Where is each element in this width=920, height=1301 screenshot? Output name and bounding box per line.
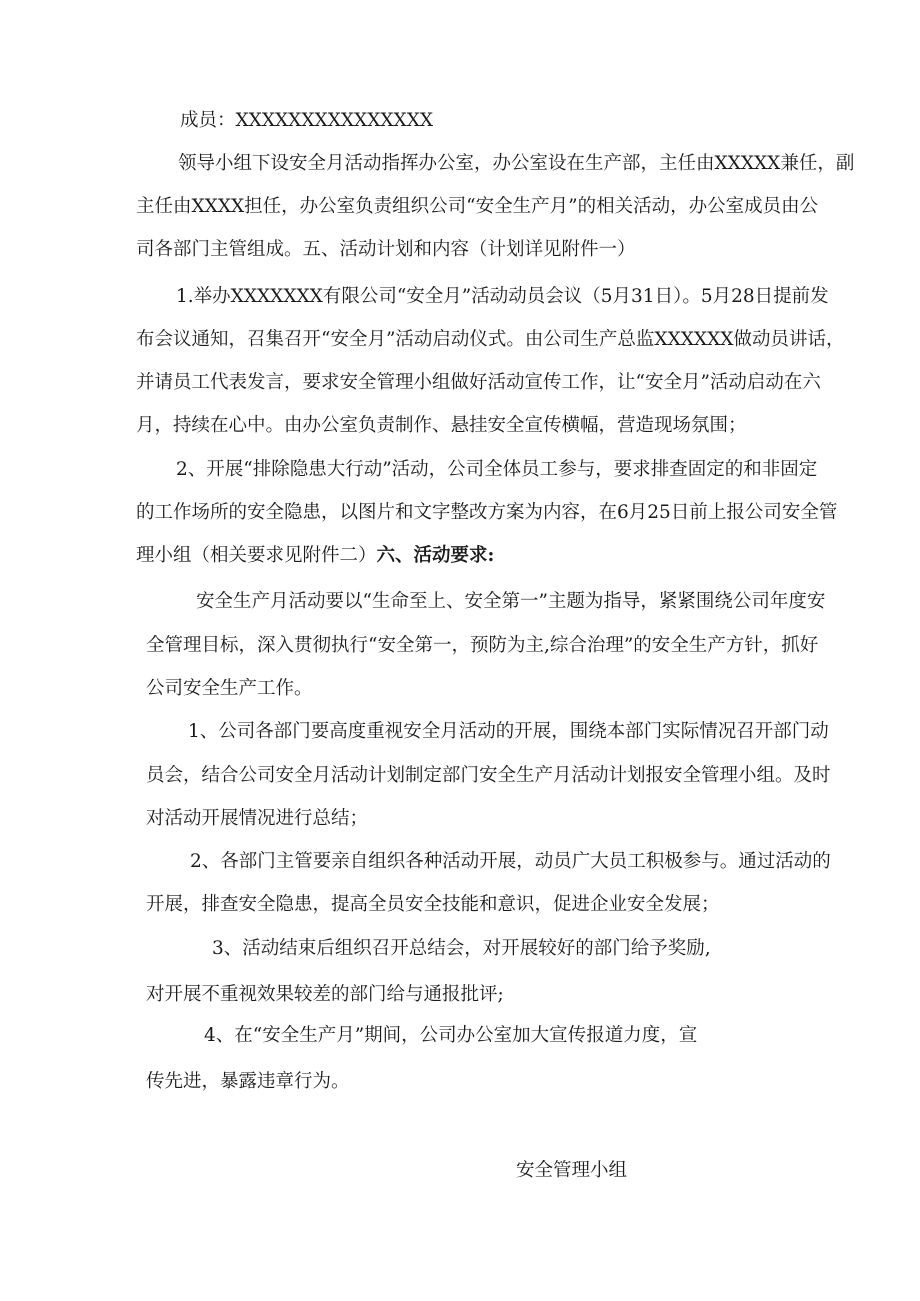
requirement-1-line-3: 对活动开展情况进行总结； (146, 808, 369, 829)
requirement-4-line-1: 4、在“安全生产月”期间，公司办公室加大宣传报道力度，宣 (204, 1025, 698, 1046)
plan-item-1-line-4: 月，持续在心中。由办公室负责制作、悬挂安全宣传横幅，营造现场氛围； (136, 415, 747, 436)
plan-item-2-line-1: 2、开展“排除隐患大行动”活动，公司全体员工参与，要求排查固定的和非固定 (176, 459, 818, 480)
office-paragraph-line-3: 司各部门主管组成。五、活动计划和内容（计划详见附件一） (136, 239, 636, 260)
section-six-heading: 六、活动要求: (376, 545, 495, 566)
plan-item-2-line-2: 的工作场所的安全隐患，以图片和文字整改方案为内容，在6月25日前上报公司安全管 (136, 502, 838, 523)
plan-item-1-line-1: 1.举办XXXXXXX有限公司“安全月”活动动员会议（5月31日）。5月28日提前发 (176, 286, 829, 307)
requirement-1-line-2: 员会，结合公司安全月活动计划制定部门安全生产月活动计划报安全管理小组。及时 (146, 765, 831, 786)
plan-item-1-line-2: 布会议通知，召集召开“安全月”活动启动仪式。由公司生产总监XXXXXX做动员讲话， (136, 329, 845, 350)
requirement-1-line-1: 1、公司各部门要高度重视安全月活动的开展，围绕本部门实际情况召开部门动 (188, 721, 829, 742)
signature: 安全管理小组 (516, 1160, 628, 1181)
requirements-intro-line-3: 公司安全生产工作。 (146, 678, 313, 699)
office-paragraph-line-1: 领导小组下设安全月活动指挥办公室，办公室设在生产部，主任由XXXXX兼任，副 (178, 153, 855, 174)
requirement-2-line-1: 2、各部门主管要亲自组织各种活动开展，动员广大员工积极参与。通过活动的 (190, 851, 831, 872)
members-line: 成员：XXXXXXXXXXXXXXX (180, 110, 434, 131)
plan-item-2-line-3 (136, 543, 494, 569)
plan-item-1-line-3: 并请员工代表发言，要求安全管理小组做好活动宣传工作，让“安全月”活动启动在六 (136, 372, 821, 393)
requirement-3-line-1: 3、活动结束后组织召开总结会，对开展较好的部门给予奖励, (212, 938, 711, 959)
requirement-4-line-2: 传先进，暴露违章行为。 (146, 1071, 350, 1092)
requirement-2-line-2: 开展，排查安全隐患，提高全员安全技能和意识，促进企业安全发展； (146, 894, 720, 915)
requirements-intro-line-1: 安全生产月活动要以“生命至上、安全第一”主题为指导，紧紧围绕公司年度安 (196, 591, 826, 612)
office-paragraph-line-2: 主任由XXXX担任，办公室负责组织公司“安全生产月”的相关活动，办公室成员由公 (136, 196, 819, 217)
requirement-3-line-2: 对开展不重视效果较差的部门给与通报批评; (146, 984, 504, 1005)
plan-item-2-line-3-text: 理小组（相关要求见附件二） (136, 545, 377, 566)
requirements-intro-line-2: 全管理目标，深入贯彻执行“安全第一，预防为主,综合治理”的安全生产方针，抓好 (146, 635, 819, 656)
